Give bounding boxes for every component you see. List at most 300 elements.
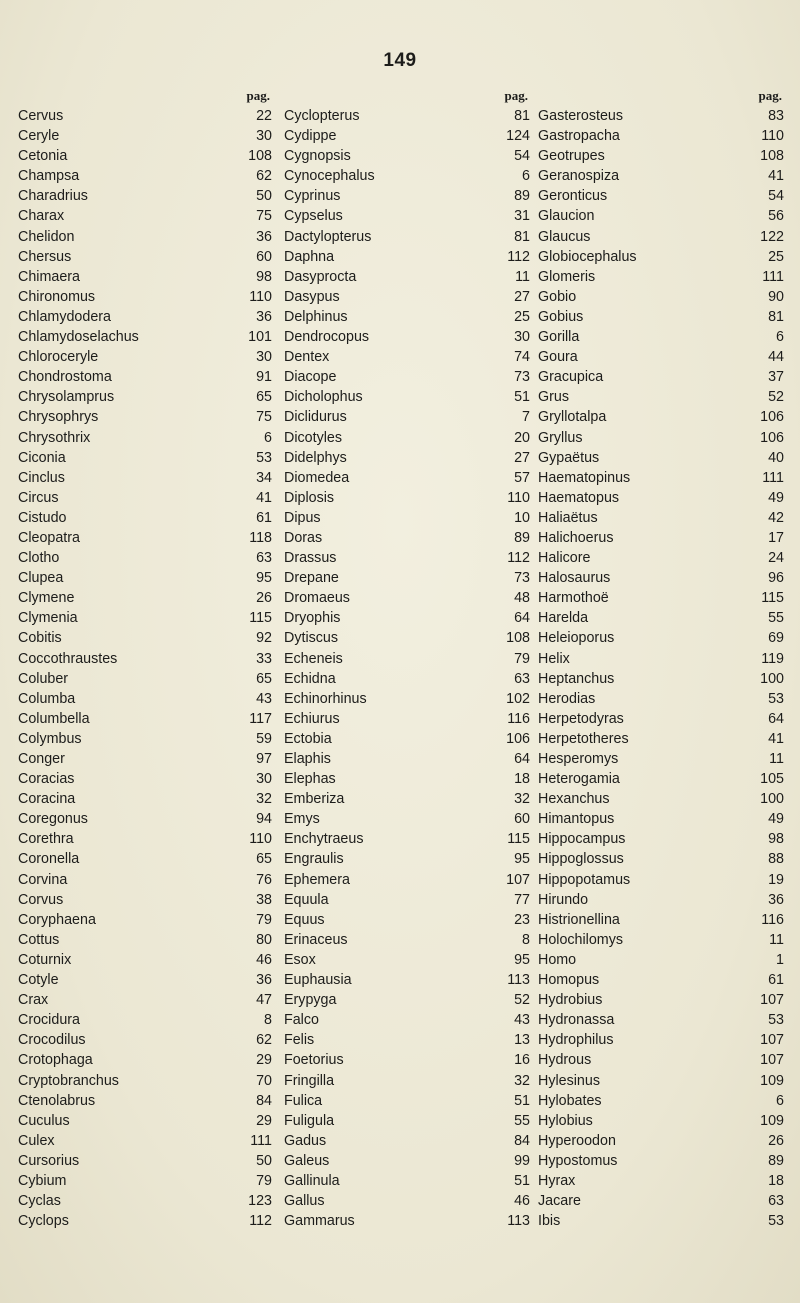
index-entry: [538, 1131, 786, 1151]
entry-page-number: 92: [256, 630, 272, 647]
entry-name: Heleioporus: [538, 630, 615, 647]
entry-name: Hylobius: [538, 1112, 593, 1129]
entry-name: Crocodilus: [18, 1032, 86, 1049]
index-entry: [538, 950, 786, 970]
index-entry: [538, 528, 786, 548]
entry-page-number: 108: [760, 148, 784, 165]
entry-page-number: 89: [514, 529, 530, 546]
entry-page-number: 108: [506, 630, 530, 647]
entry-name: Hyrax: [538, 1172, 576, 1189]
entry-page-number: 110: [761, 128, 784, 145]
index-entry: [284, 829, 532, 849]
entry-page-number: 51: [514, 1092, 530, 1109]
index-entry: [538, 628, 786, 648]
index-list: [284, 106, 532, 1231]
entry-name: Homopus: [538, 972, 600, 989]
entry-page-number: 7: [522, 409, 530, 426]
entry-page-number: 112: [249, 1213, 272, 1230]
entry-name: Gasterosteus: [538, 108, 624, 124]
index-entry: [538, 970, 786, 990]
entry-page-number: 119: [761, 650, 784, 667]
entry-name: Heptanchus: [538, 670, 615, 687]
entry-page-number: 53: [256, 449, 272, 466]
entry-page-number: 90: [768, 288, 784, 305]
entry-page-number: 84: [256, 1092, 272, 1109]
entry-name: Champsa: [18, 168, 80, 185]
index-entry: [284, 1131, 532, 1151]
index-entry: [538, 307, 786, 327]
entry-name: Echidna: [284, 670, 336, 687]
entry-page-number: 38: [256, 891, 272, 908]
entry-name: Cydippe: [284, 128, 337, 145]
entry-page-number: 55: [768, 610, 784, 627]
entry-name: Homo: [538, 951, 577, 968]
entry-page-number: 19: [768, 871, 784, 888]
entry-page-number: 111: [762, 268, 784, 285]
entry-page-number: 50: [256, 1152, 272, 1169]
entry-page-number: 64: [514, 610, 530, 627]
index-entry: [284, 870, 532, 890]
entry-name: Jacare: [538, 1193, 581, 1210]
entry-name: Gryllotalpa: [538, 409, 607, 426]
entry-page-number: 27: [514, 288, 530, 305]
entry-page-number: 10: [514, 509, 530, 526]
entry-page-number: 37: [768, 369, 784, 386]
index-entry: [538, 548, 786, 568]
entry-name: Heterogamia: [538, 771, 620, 788]
entry-page-number: 54: [514, 148, 530, 165]
index-entry: [18, 568, 274, 588]
index-entry: [284, 508, 532, 528]
index-entry: [284, 448, 532, 468]
index-entry: [284, 1050, 532, 1070]
entry-name: Dasypus: [284, 288, 340, 305]
entry-name: Ceryle: [18, 128, 60, 145]
entry-page-number: 91: [256, 369, 272, 386]
entry-page-number: 50: [256, 188, 272, 205]
index-entry: [18, 126, 274, 146]
index-entry: [18, 247, 274, 267]
entry-page-number: 62: [256, 168, 272, 185]
index-entry: [18, 1191, 274, 1211]
entry-name: Herpetotheres: [538, 730, 629, 747]
entry-page-number: 107: [760, 992, 784, 1009]
entry-page-number: 47: [256, 992, 272, 1009]
index-entry: [284, 247, 532, 267]
page-number: 149: [383, 50, 417, 71]
entry-name: Chlamydodera: [18, 308, 111, 325]
entry-name: Fulica: [284, 1092, 323, 1109]
entry-name: Erypyga: [284, 992, 337, 1009]
entry-name: Coluber: [18, 670, 69, 687]
entry-name: Felis: [284, 1032, 315, 1049]
entry-page-number: 98: [256, 268, 272, 285]
entry-page-number: 62: [256, 1032, 272, 1049]
index-entry: [538, 1211, 786, 1231]
entry-name: Chloroceryle: [18, 349, 99, 366]
entry-page-number: 6: [522, 168, 530, 185]
entry-name: Dicholophus: [284, 389, 363, 406]
entry-page-number: 41: [768, 168, 784, 185]
index-entry: [538, 1191, 786, 1211]
entry-page-number: 98: [768, 831, 784, 848]
entry-name: Gammarus: [284, 1213, 355, 1230]
entry-name: Hippocampus: [538, 831, 626, 848]
entry-name: Gobio: [538, 288, 577, 305]
entry-name: Fringilla: [284, 1072, 335, 1089]
entry-page-number: 115: [507, 831, 530, 848]
index-entry: [18, 769, 274, 789]
entry-page-number: 26: [256, 590, 272, 607]
index-entry: [18, 146, 274, 166]
index-entry: [538, 407, 786, 427]
entry-name: Harelda: [538, 610, 589, 627]
entry-name: Hylesinus: [538, 1072, 600, 1089]
entry-name: Haliaëtus: [538, 509, 598, 526]
entry-name: Cursorius: [18, 1152, 80, 1169]
entry-name: Cynocephalus: [284, 168, 375, 185]
entry-page-number: 36: [256, 972, 272, 989]
entry-name: Ibis: [538, 1213, 561, 1230]
entry-name: Emberiza: [284, 791, 345, 808]
entry-page-number: 80: [256, 931, 272, 948]
entry-name: Gracupica: [538, 369, 604, 386]
entry-page-number: 105: [760, 771, 784, 788]
index-list: [18, 106, 274, 1231]
index-entry: [284, 1191, 532, 1211]
entry-page-number: 110: [249, 288, 272, 305]
entry-name: Corvina: [18, 871, 68, 888]
entry-page-number: 13: [514, 1032, 530, 1049]
entry-name: Dasyprocta: [284, 268, 357, 285]
entry-page-number: 59: [256, 730, 272, 747]
entry-name: Hypostomus: [538, 1152, 618, 1169]
entry-page-number: 61: [256, 509, 272, 526]
entry-page-number: 56: [768, 208, 784, 225]
entry-name: Coracina: [18, 791, 76, 808]
entry-page-number: 34: [256, 469, 272, 486]
entry-name: Culex: [18, 1132, 55, 1149]
entry-page-number: 81: [514, 108, 530, 124]
index-entry: [538, 1071, 786, 1091]
entry-name: Clupea: [18, 570, 64, 587]
entry-page-number: 25: [768, 248, 784, 265]
entry-page-number: 55: [514, 1112, 530, 1129]
entry-page-number: 43: [514, 1012, 530, 1029]
entry-page-number: 79: [256, 911, 272, 928]
entry-page-number: 79: [256, 1172, 272, 1189]
entry-name: Coronella: [18, 851, 80, 868]
entry-page-number: 29: [256, 1052, 272, 1069]
entry-name: Hydrobius: [538, 992, 603, 1009]
entry-name: Gallus: [284, 1193, 325, 1210]
entry-page-number: 36: [256, 308, 272, 325]
index-entry: [18, 287, 274, 307]
index-entry: [538, 166, 786, 186]
index-entry: [284, 126, 532, 146]
entry-name: Engraulis: [284, 851, 344, 868]
index-entry: [18, 327, 274, 347]
entry-page-number: 77: [514, 891, 530, 908]
index-entry: [18, 1010, 274, 1030]
index-entry: [18, 428, 274, 448]
entry-page-number: 11: [769, 931, 784, 948]
index-entry: [18, 1131, 274, 1151]
entry-page-number: 11: [515, 268, 530, 285]
entry-name: Harmothoë: [538, 590, 609, 607]
entry-page-number: 116: [761, 911, 784, 928]
entry-page-number: 46: [256, 951, 272, 968]
entry-page-number: 27: [514, 449, 530, 466]
index-entry: [18, 990, 274, 1010]
entry-page-number: 64: [768, 710, 784, 727]
index-entry: [284, 568, 532, 588]
index-entry: [18, 1030, 274, 1050]
entry-name: Himantopus: [538, 811, 615, 828]
entry-page-number: 32: [514, 1072, 530, 1089]
entry-name: Coryphaena: [18, 911, 96, 928]
entry-name: Echeneis: [284, 650, 343, 667]
index-entry: [18, 628, 274, 648]
entry-name: Hexanchus: [538, 791, 610, 808]
index-entry: [284, 468, 532, 488]
index-entry: [538, 709, 786, 729]
entry-page-number: 101: [248, 329, 272, 346]
entry-name: Colymbus: [18, 730, 82, 747]
index-entry: [284, 849, 532, 869]
entry-name: Herpetodyras: [538, 710, 624, 727]
index-entry: [538, 649, 786, 669]
entry-name: Cistudo: [18, 509, 67, 526]
entry-page-number: 73: [514, 369, 530, 386]
entry-name: Hirundo: [538, 891, 589, 908]
entry-page-number: 16: [514, 1052, 530, 1069]
index-entry: [538, 126, 786, 146]
entry-name: Charadrius: [18, 188, 88, 205]
index-entry: [18, 1071, 274, 1091]
entry-name: Crax: [18, 992, 49, 1009]
entry-name: Crocidura: [18, 1012, 80, 1029]
index-entry: [284, 186, 532, 206]
index-entry: [18, 1211, 274, 1231]
entry-page-number: 94: [256, 811, 272, 828]
index-list: [538, 106, 786, 1231]
entry-name: Dendrocopus: [284, 329, 370, 346]
index-entry: [284, 1030, 532, 1050]
index-entry: [18, 709, 274, 729]
index-entry: [284, 1171, 532, 1191]
index-entry: [284, 729, 532, 749]
index-entry: [284, 146, 532, 166]
index-entry: [284, 749, 532, 769]
entry-page-number: 79: [514, 650, 530, 667]
entry-name: Chersus: [18, 248, 72, 265]
entry-page-number: 63: [256, 550, 272, 567]
entry-page-number: 96: [768, 570, 784, 587]
index-entry: [18, 448, 274, 468]
index-entry: [284, 608, 532, 628]
entry-page-number: 40: [768, 449, 784, 466]
entry-name: Dentex: [284, 349, 330, 366]
index-entry: [538, 870, 786, 890]
entry-name: Enchytraeus: [284, 831, 364, 848]
index-entry: [538, 206, 786, 226]
entry-page-number: 24: [768, 550, 784, 567]
entry-name: Dactylopterus: [284, 228, 372, 245]
index-entry: [284, 709, 532, 729]
entry-name: Diplosis: [284, 489, 335, 506]
entry-page-number: 81: [514, 228, 530, 245]
entry-name: Glaucus: [538, 228, 591, 245]
index-entry: [18, 1050, 274, 1070]
entry-name: Conger: [18, 751, 65, 767]
index-entry: [18, 649, 274, 669]
entry-page-number: 106: [506, 730, 530, 747]
entry-name: Erinaceus: [284, 931, 348, 948]
index-entry: [538, 789, 786, 809]
entry-page-number: 123: [248, 1193, 272, 1210]
entry-name: Delphinus: [284, 308, 348, 325]
entry-name: Crotophaga: [18, 1052, 93, 1069]
entry-page-number: 97: [256, 751, 272, 767]
index-entry: [284, 287, 532, 307]
index-entry: [18, 307, 274, 327]
entry-name: Gorilla: [538, 329, 580, 346]
entry-name: Dryophis: [284, 610, 341, 627]
entry-page-number: 29: [256, 1112, 272, 1129]
index-entry: [538, 890, 786, 910]
entry-page-number: 117: [249, 710, 272, 727]
entry-page-number: 84: [514, 1132, 530, 1149]
index-entry: [284, 628, 532, 648]
entry-page-number: 32: [256, 791, 272, 808]
entry-page-number: 30: [514, 329, 530, 346]
entry-name: Geronticus: [538, 188, 608, 205]
entry-name: Helix: [538, 650, 570, 667]
entry-page-number: 65: [256, 851, 272, 868]
index-entry: [284, 106, 532, 126]
entry-name: Chimaera: [18, 268, 80, 285]
index-entry: [538, 468, 786, 488]
index-entry: [18, 166, 274, 186]
index-entry: [538, 749, 786, 769]
entry-page-number: 53: [768, 1012, 784, 1029]
entry-name: Halicore: [538, 550, 591, 567]
entry-name: Columba: [18, 690, 76, 707]
index-entry: [538, 146, 786, 166]
entry-page-number: 99: [514, 1152, 530, 1169]
entry-page-number: 89: [768, 1152, 784, 1169]
entry-page-number: 75: [256, 409, 272, 426]
entry-name: Fuligula: [284, 1112, 335, 1129]
index-entry: [538, 448, 786, 468]
index-entry: [538, 508, 786, 528]
entry-name: Halosaurus: [538, 570, 611, 587]
index-entry: [538, 568, 786, 588]
index-entry: [18, 267, 274, 287]
index-entry: [18, 387, 274, 407]
entry-name: Drepane: [284, 570, 339, 587]
index-entry: [538, 608, 786, 628]
entry-page-number: 41: [768, 730, 784, 747]
entry-page-number: 36: [768, 891, 784, 908]
entry-name: Gobius: [538, 308, 584, 325]
index-entry: [538, 247, 786, 267]
entry-page-number: 109: [760, 1072, 784, 1089]
entry-page-number: 8: [264, 1012, 272, 1029]
index-entry: [284, 206, 532, 226]
entry-page-number: 124: [506, 128, 530, 145]
index-entry: [18, 870, 274, 890]
index-entry: [284, 227, 532, 247]
entry-page-number: 102: [506, 690, 530, 707]
entry-name: Corvus: [18, 891, 64, 908]
entry-name: Elephas: [284, 771, 336, 788]
entry-name: Halichoerus: [538, 529, 614, 546]
index-entry: [284, 789, 532, 809]
entry-name: Cleopatra: [18, 529, 80, 546]
entry-page-number: 65: [256, 670, 272, 687]
entry-name: Cetonia: [18, 148, 68, 165]
entry-page-number: 52: [514, 992, 530, 1009]
entry-name: Charax: [18, 208, 65, 225]
entry-name: Echiurus: [284, 710, 340, 727]
entry-name: Cryptobranchus: [18, 1072, 119, 1089]
entry-name: Glaucion: [538, 208, 595, 225]
index-entry: [284, 649, 532, 669]
entry-page-number: 73: [514, 570, 530, 587]
index-entry: [18, 829, 274, 849]
index-entry: [284, 1151, 532, 1171]
entry-name: Hylobates: [538, 1092, 602, 1109]
index-entry: [538, 729, 786, 749]
entry-page-number: 100: [760, 791, 784, 808]
entry-name: Diclidurus: [284, 409, 347, 426]
entry-page-number: 107: [760, 1052, 784, 1069]
entry-page-number: 61: [768, 972, 784, 989]
index-entry: [18, 910, 274, 930]
index-entry: [18, 1111, 274, 1131]
entry-page-number: 69: [768, 630, 784, 647]
index-column-3: [538, 88, 786, 1231]
entry-name: Cyclas: [18, 1193, 61, 1210]
entry-name: Cervus: [18, 108, 64, 124]
index-entry: [18, 367, 274, 387]
index-entry: [538, 227, 786, 247]
index-entry: [284, 1071, 532, 1091]
entry-page-number: 106: [760, 409, 784, 426]
column-header-pag: pag.: [504, 88, 528, 103]
entry-page-number: 25: [514, 308, 530, 325]
entry-name: Cuculus: [18, 1112, 70, 1129]
index-entry: [18, 729, 274, 749]
index-entry: [18, 508, 274, 528]
index-entry: [538, 689, 786, 709]
entry-page-number: 49: [768, 489, 784, 506]
index-entry: [18, 227, 274, 247]
index-entry: [18, 206, 274, 226]
entry-page-number: 89: [514, 188, 530, 205]
entry-page-number: 110: [507, 489, 530, 506]
index-entry: [538, 267, 786, 287]
entry-page-number: 44: [768, 349, 784, 366]
entry-name: Gryllus: [538, 429, 583, 446]
entry-page-number: 95: [256, 570, 272, 587]
entry-name: Herodias: [538, 690, 596, 707]
entry-page-number: 76: [256, 871, 272, 888]
index-entry: [284, 528, 532, 548]
entry-name: Daphna: [284, 248, 335, 265]
